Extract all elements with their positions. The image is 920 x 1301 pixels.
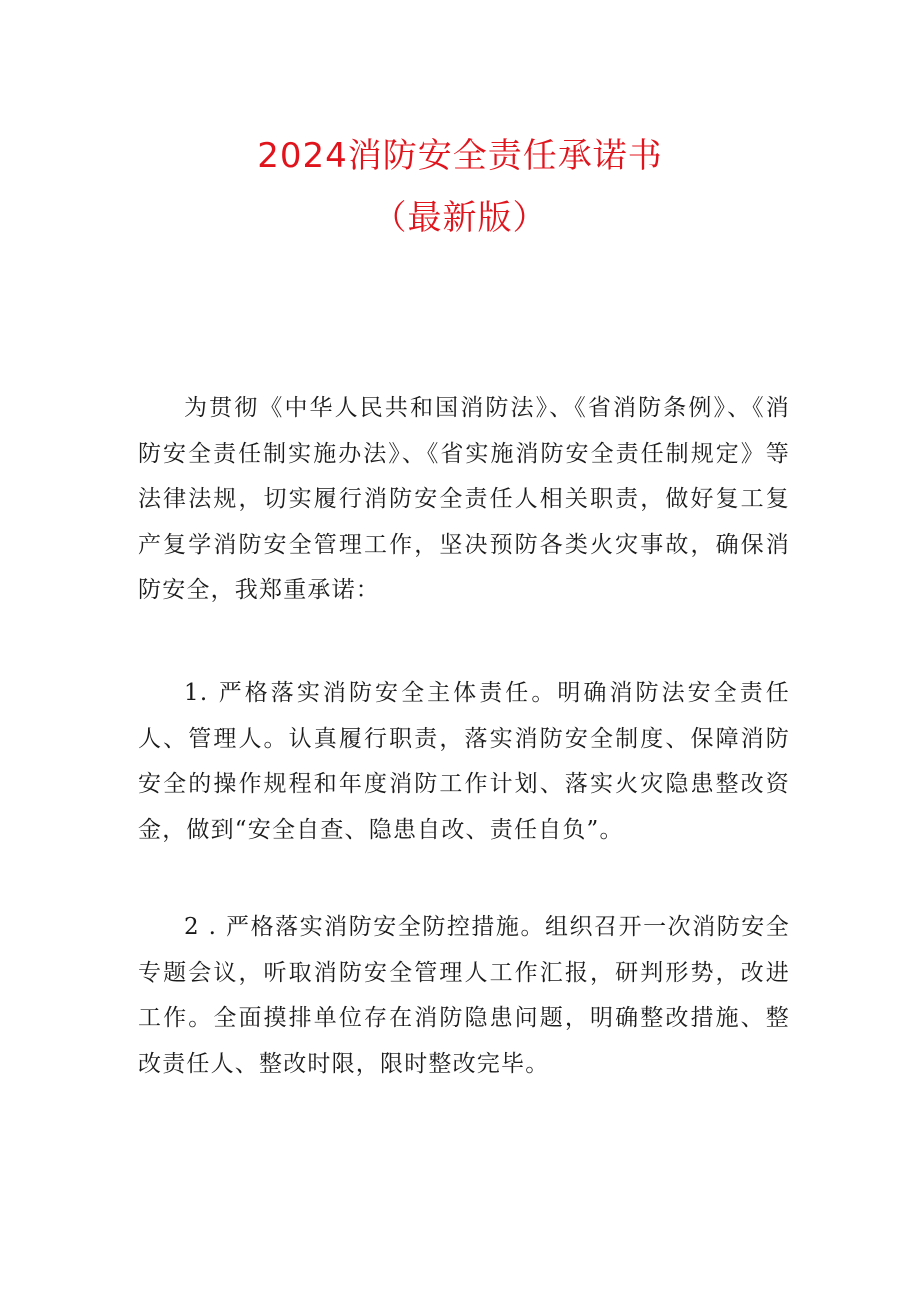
document-subtitle: （最新版） (372, 198, 548, 238)
commitment-item-2: 2 . 严格落实消防安全防控措施。组织召开一次消防安全专题会议，听取消防安全管理人工作汇报，研判形势，改进工作。全面摸排单位存在消防隐患问题，明确整改措施、整改责任人、整改时限，限时整改完毕。 (138, 914, 790, 1077)
document-title: 2024消防安全责任承诺书 (257, 136, 663, 176)
intro-paragraph: 为贯彻《中华人民共和国消防法》、《省消防条例》、《消防安全责任制实施办法》、《省实施消防安全责任制规定》等法律法规，切实履行消防安全责任人相关职责，做好复工复产复学消防安全管理工作，坚决预防各类火灾事故，确保消防安全，我郑重承诺： (138, 395, 790, 603)
commitment-item-1: 1. 严格落实消防安全主体责任。明确消防法安全责任人、管理人。认真履行职责，落实消防安全制度、保障消防安全的操作规程和年度消防工作计划、落实火灾隐患整改资金，做到“安全自查、隐患自改、责任自负”。 (138, 680, 790, 843)
